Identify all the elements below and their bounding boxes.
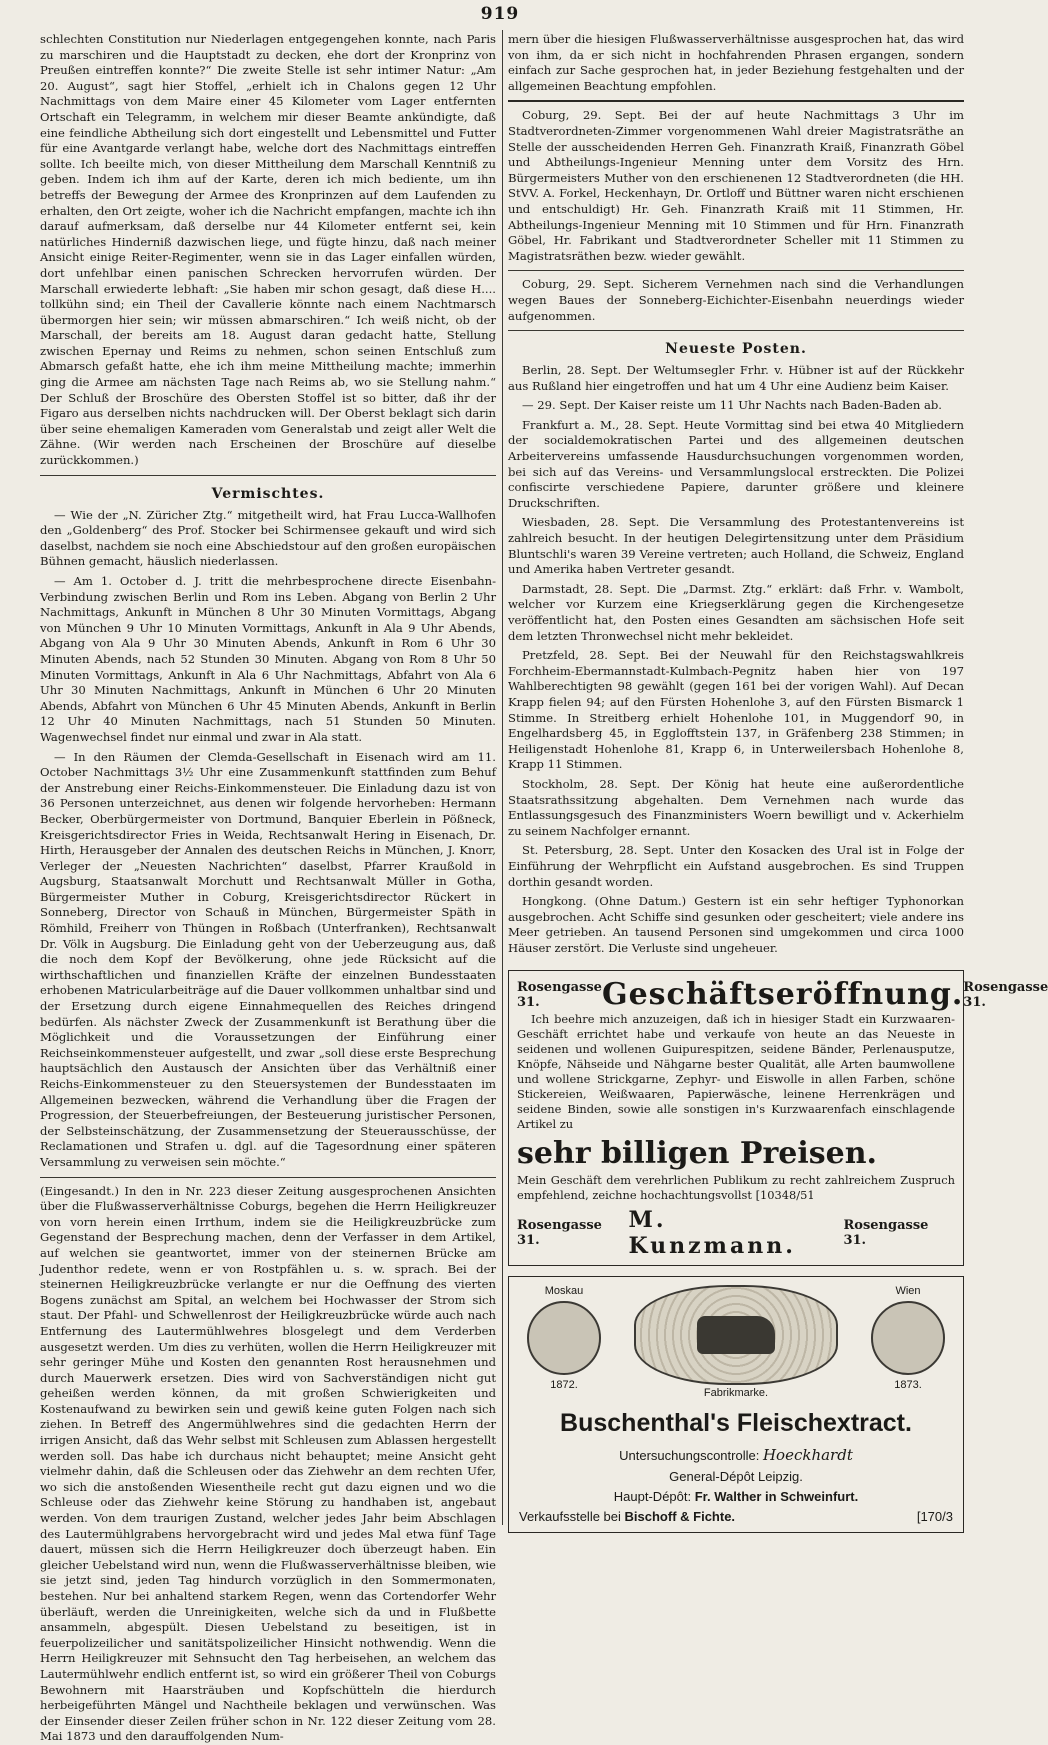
news-berlin-2: — 29. Sept. Der Kaiser reiste um 11 Uhr Nachts nach Baden-Baden ab. (522, 398, 942, 413)
medal-icon (871, 1301, 945, 1375)
ad-headline: Geschäftseröffnung. (601, 977, 964, 1013)
control-line: Untersuchungscontrolle: Hoeckhardt (619, 1446, 853, 1465)
ad-firm-name: M. Kunzmann. (628, 1207, 796, 1260)
ad-body: Ich beehre mich anzuzeigen, daß ich in hiesiger Stadt ein Kurzwaaren-Geschäft errichtet habe und verkaufe von heute an das Neueste in seidenen und wollenen Guipurespitzen, seidene Bänder, Perlenausputze, Knöpfe, Nähseide und Nähgarne bester Qualität, alle Arten baumwollene und wollene Strickgarne, Zephyr- und Eiswolle in allen Farben, schöne Stickereien, Weißwaaren, Papierwäsche, leinene Herrenkrägen und seidene Binden, sowie alle sonstigen in's Kurzwaarenfach einschlagende Artikel zu (517, 1012, 955, 1132)
divider (40, 475, 496, 476)
news-hongkong: Hongkong. (Ohne Datum.) Gestern ist ein sehr heftiger Typhonorkan ausgebrochen. Acht Schiffe sind gesunken oder gescheitert; viele andere ins Meer getrieben. An tausend Personen sind umgekommen und circa 1000 Häuser zerstört. Die Verluste sind ungeheuer. (508, 894, 964, 955)
advertisement-buschenthal (508, 1276, 964, 1533)
ad-street-right: Rosengasse 31. (963, 979, 1048, 1010)
ad-price-line: sehr billigen Preisen. (517, 1136, 877, 1172)
trademark: Fabrikmarke. (634, 1285, 838, 1399)
divider (40, 1177, 496, 1178)
page-number: 919 (480, 4, 520, 24)
ad-price-note: Mein Geschäft dem verehrlichen Publikum zu recht zahlreichem Zuspruch empfehlend, zeichne hochachtungsvollst [10348/51 (517, 1173, 955, 1203)
verkauf-line: Verkaufsstelle bei Bischoff & Fichte. [170/3 (519, 1509, 953, 1525)
news-berlin: Berlin, 28. Sept. Der Weltumsegler Frhr. v. Hübner ist auf der Rückkehr aus Rußland hier eingetroffen und hat um 4 Uhr eine Audienz beim Kaiser. (508, 363, 964, 393)
news-item-lucca: — Wie der „N. Züricher Ztg.“ mitgetheilt wird, hat Frau Lucca-Wallhofen den „Goldenberg“ des Prof. Stocker bei Schirmensee gekauft und wird sich daselbst, nachdem sie noch eine Abschiedstour auf den großen europäischen Bühnen gemacht, häuslich niederlassen. (40, 507, 496, 569)
letter-continuation: mern über die hiesigen Flußwasserverhältnisse ausgesprochen hat, das wird von ihm, da er sich nicht in hochfahrenden Phrasen ergangen, sondern einfach zur Sache gesprochen hat, in jeder Beziehung festgehalten und der allgemeinen Beachtung empfohlen. (508, 32, 964, 93)
ad-firm-street-right: Rosengasse 31. (843, 1218, 929, 1249)
divider (508, 100, 964, 102)
ad-street-left: Rosengasse 31. (517, 979, 602, 1010)
haupt-depot-line: Haupt-Dépôt: Fr. Walther in Schweinfurt. (613, 1489, 859, 1505)
news-frankfurt: Frankfurt a. M., 28. Sept. Heute Vormittag sind bei etwa 40 Mitgliedern der socialdemokratischen Partei und des allgemeinen deutschen Arbeitervereins umfassende Hausdurchsuchungen vorgenommen worden, bei sich auf das Vereins- und Versammlungslocal erstreckten. Die Polizei confiscirte verschiedene Papiere, darunter größere und kleinere Druckschriften. (508, 417, 964, 510)
advertisement-kunzmann (508, 970, 1048, 1266)
coburg-election: Coburg, 29. Sept. Bei der auf heute Nachmittags 3 Uhr im Stadtverordneten-Zimmer vorgenommenen Wahl dreier Magistratsräthe an Stelle der ausscheidenden Herren Geh. Finanzrath Kraiß, Finanzrath Göbel und Abtheilungs-Ingenieur Menning unter dem Vorsitz des Hrn. Bürgermeisters Muther von den erschienenen 12 Stadtverordneten (die HH. StVV. A. Forkel, Heckenhayn, Dr. Ortloff und Büttner waren nicht erschienen und entschuldigt) Hr. Geh. Finanzrath Kraiß mit 11 Stimmen, Hr. Abtheilungs-Ingenieur Menning mit 10 Stimmen und für Hrn. Finanzrath Göbel, Hr. Fabrikant und Stadtverordneter Scheller mit 11 Stimmen zu Magistratsräthen bezw. wieder gewählt. (508, 108, 964, 263)
news-wiesbaden: Wiesbaden, 28. Sept. Die Versammlung des Protestantenvereins ist zahlreich besucht. In der heutigen Delegirtensitzung unter dem Präsidium Bluntschli's waren 39 Vereine vertreten; auch Holland, die Schweiz, England und Amerika haben Vertreter gesandt. (508, 515, 964, 577)
divider (508, 270, 964, 271)
divider (508, 330, 964, 331)
section-title-neueste-posten: Neueste Posten. (665, 341, 807, 358)
news-pretzfeld: Pretzfeld, 28. Sept. Bei der Neuwahl für den Reichstagswahlkreis Forchheim-Ebermannstadt-Kulmbach-Pegnitz haben hier von 197 Wahlberechtigten 98 gewählt (gegen 161 bei der vorigen Wahl). Auf Decan Krapp fielen 94; auf den Fürsten Hohenlohe 3, auf den Fürsten Bismarck 1 Stimme. In Streitberg erhielt Hohenlohe 101, in Muggendorf 90, in Engelhardsberg 45, in Egglofftstein 137, in Gräfenberg 238 Stimmen; in Heiligenstadt Hohenlohe 81, Krapp 6, in Unterweilersbach Hohenlohe 8, Krapp 11 Stimmen. (508, 648, 964, 772)
eingesandt-letter: (Eingesandt.) In den in Nr. 223 dieser Zeitung ausgesprochenen Ansichten über die Flußwasserverhältnisse Coburgs, begehen die Herrn Heiligkreuzer von vorn herein einen Irrthum, indem sie die Heiligkreuzbrücke zum Gegenstand der Besprechung machen, denn der Verfasser in dem Artikel, auf welchen sie geantwortet, immer von der steinernen Brücke am Judenthor redete, wenn er von Rostpfählen u. s. w. sprach. Bei der steinernen Heiligkreuzbrücke verlangte er nur die Oeffnung des vierten Bogens zunächst am Spital, an welchem bei Hochwasser der Strom sich staut. Der Pfahl- und Schwellenrost der Heiligkreuzbrücke würde auch nach Entfernung des Lautermühlwehres blosgelegt und dem Verderben ausgesetzt werden. Um dies zu verhüten, wollen die Herrn Heiligkreuzer mit sehr geringer Mühe und Kosten den genannten Rost herausnehmen und durch Mauerwerk ersetzen. Dies wird von Sachverständigen nicht gut geheißen werden können, da mit großen Schwierigkeiten und Kostenaufwand zu bewirken sein und gewiß keine guten Folgen nach sich ziehen. In Betreff des Angermühlwehres sind die gedachten Herrn der irrigen Ansicht, daß das Wehr selbst mit Schleusen zum Ablassen hergestellt werden soll. Das habe ich durchaus nicht behauptet; meine Ansicht geht vielmehr dahin, daß die Schleusen oder das Ziehwehr an dem rechten Ufer, wo sich die anstoßenden Wiesentheile recht gut dazu eignen und wo die Schleuse oder das Ziehwehr keine Störung zu handhaben ist, angebaut werden. Von dem traurigen Zustand, welcher jedes Jahr beim Abschlagen des Lautermühlgrabens hervorgebracht wird und jedes Mal etwa fünf Tage dauert, müssen sich die Herrn Heiligkreuzer doch überzeugt haben. Ein gleicher Uebelstand wird nun, wenn die Flußwasserverhältnisse bleiben, wie sie jetzt sind, jeden Tag hindurch vorzüglich in den Sommermonaten, bestehen. Nur bei anhaltend starkem Regen, wenn das Cortendorfer Wehr überläuft, werden die Unreinigkeiten, welche sich da und in Flußbette ansammeln, abgespült. Diesen Uebelstand zu beseitigen, ist in feuerpolizeilicher und sanitätspolizeilicher Hinsicht nothwendig. Wenn die Herrn Heiligkreuzer mit Sehnsucht den Tag herbeisehen, an welchem das Lautermühlwehr endlich entfernt ist, so wird ein größerer Theil von Coburgs Bewohnern mit Haarsträuben und Kopfschütteln die hierdurch herbeigeführten Mängel und Nachtheile beklagen und verwünschen. Was der Einsender dieser Zeilen früher schon in Nr. 122 dieser Zeitung vom 28. Mai 1873 und den darauffolgenden Num- (40, 1183, 496, 1744)
column-divider (502, 30, 503, 1525)
medal-icon (527, 1301, 601, 1375)
coburg-railway: Coburg, 29. Sept. Sicherem Vernehmen nach sind die Verhandlungen wegen Baues der Sonneberg-Eichichter-Eisenbahn neuerdings wieder aufgenommen. (508, 277, 964, 323)
ad-firm-street-left: Rosengasse 31. (517, 1218, 602, 1249)
medal-moskau: Moskau 1872. (519, 1285, 609, 1391)
news-darmstadt: Darmstadt, 28. Sept. Die „Darmst. Ztg.“ erklärt: daß Frhr. v. Wambolt, welcher vor Kurzem eine Kriegserklärung gegen die Kirchengesetze veröffentlicht hat, den Posten eines Gesandten am sächsischen Hofe seit dem letzten Thronwechsel nicht mehr bekleidet. (508, 581, 964, 643)
right-column (508, 32, 1048, 1525)
news-petersburg: St. Petersburg, 28. Sept. Unter den Kosacken des Ural ist in Folge der Einführung der Wehrpflicht ein Aufstand ausgebrochen. Es sind Truppen dorthin gesandt worden. (508, 843, 964, 889)
depot-line: General-Dépôt Leipzig. (669, 1469, 803, 1485)
news-item-eisenach: — In den Räumen der Clemda-Gesellschaft in Eisenach wird am 11. October Nachmittags 3½ Uhr eine Zusammenkunft stattfinden zum Behuf der Anstrebung einer Reichs-Einkommensteuer. Die Einladung dazu ist von 36 Personen unterzeichnet, aus denen wir folgende hervorheben: Hermann Becker, Oberbürgermeister von Dortmund, Banquier Eberlein in Pößneck, Kreisgerichtsdirector Fries in Weida, Rechtsanwalt Hering in Eisenach, Dr. Hirth, Herausgeber der Annalen des deutschen Reichs in München, J. Knorr, Verleger der „Neuesten Nachrichten“ daselbst, Pfarrer Kraußold in Augsburg, Staatsanwalt Morchutt und Rechtsanwalt Müller in Gotha, Bürgermeister Muther in Coburg, Kreisgerichtsdirector Rückert in Sonneberg, Director von Schauß in München, Bürgermeister Späth in Römhild, Freiherr von Thüngen in Roßbach (Unterfranken), Rechtsanwalt Dr. Völk in Augsburg. Die Einladung geht von der Ueberzeugung aus, daß die noch dem Kopf der Bevölkerung, ohne jede Rücksicht auf die wirthschaftlichen und finanziellen Kräfte der einzelnen Bundesstaaten erhobenen Matricularbeiträge auf die Dauer vollkommen unhaltbar sind und der Ersetzung durch eigene Einnahmequellen des Reiches dringend bedürfen. Als nächster Zweck der Zusammenkunft ist Berathung über die Möglichkeit und die Voraussetzungen der Einführung einer Reichseinkommensteuer aufgestellt, und zwar „soll diese erste Besprechung hauptsächlich den Austausch der Ansichten über das Verhältniß einer Reichs-Einkommensteuer zu den Steuersystemen der Bundesstaaten im Allgemeinen bezwecken, während die Verhandlung über die Fragen der Progression, der Steuerbefreiungen, der Besteuerung juristischer Personen, der Selbsteinschätzung, der Zusammensetzung der Steuerausschüsse, der Reclamationen und Strafen u. dgl. auf die Tagesordnung einer späteren Versammlung zu verweisen sein möchte.“ (40, 749, 496, 1169)
news-stockholm: Stockholm, 28. Sept. Der König hat heute eine außerordentliche Staatsrathssitzung abgehalten. Dem Vernehmen nach wurde das Entlassungsgesuch des Finanzministers Woern bewilligt und v. Ackerhielm zu seinem Nachfolger ernannt. (508, 776, 964, 838)
stoffel-article: schlechten Constitution nur Niederlagen entgegengehen konnte, nach Paris zu marschiren und die Hauptstadt zu decken, ehe dort der Kronprinz von Preußen eintreffen konnte?“ Die zweite Stelle ist sehr intimer Natur: „Am 20. August“, sagt hier Stoffel, „erhielt ich in Chalons gegen 12 Uhr Nachmittags von dem Maire einer 45 Kilometer vom Lager entfernten Ortschaft ein Telegramm, in welchem mir dieser Beamte ankündigte, daß eine feindliche Abtheilung sich dort eingestellt und Lebensmittel und Futter für eine Avantgarde verlangt habe, welche dort des Nachmittags eintreffen sollte. Ich beeilte mich, von dieser Mittheilung dem Marschall Kenntniß zu geben. Indem ich ihm auf der Karte, deren ich mich bediente, um ihn betreffs der Bewegung der Armee des Kronprinzen auf dem Laufenden zu erhalten, den Ort zeigte, woher ich die Nachricht empfangen, machte ich ihn darauf aufmerksam, daß derselbe nur 44 Kilometer entfernt sei, kein natürliches Hinderniß dazwischen liege, und fügte hinzu, daß nach meiner Ansicht einige Reiter-Regimenter, wenn sie in das Lager einfallen würden, dort unfehlbar einen panischen Schrecken hervorrufen würden. Der Marschall erwiederte lebhaft: „Sie haben mir schon gesagt, daß diese H.... tollkühn sind; ein Theil der Cavallerie könnte nach einem Nachtmarsch übermorgen hier sein; wir müssen abmarschiren.“ Ich weiß nicht, ob der Marschall, der bereits am 18. August daran gedacht hatte, Stellung zwischen Epernay und Reims zu nehmen, schon seinen Entschluß zum Abmarsch gefaßt hatte, ehe ich ihm meine Mittheilung machte; immerhin ging die Armee am nächsten Tage nach Reims ab, wo sie Stellung nahm.“ Der Schluß der Broschüre des Obersten Stoffel ist so bitter, daß ihr der Figaro aus derselben nichts nachdrucken will. Der Oberst beklagt sich darin über seine ehemaligen Kameraden vom Generalstab und zeigt aller Welt die Zähne. (Wir werden nach Erscheinen der Broschüre auf dieselbe zurückkommen.) (40, 32, 496, 468)
ad-ref: [10348/51 (755, 1188, 815, 1203)
left-column (40, 32, 496, 1744)
medal-wien: Wien 1873. (863, 1285, 953, 1391)
brand-name: Buschenthal's Fleischextract. (560, 1409, 912, 1438)
news-item-railway: — Am 1. October d. J. tritt die mehrbesprochene directe Eisenbahn-Verbindung zwischen Berlin und Rom ins Leben. Abgang von Berlin 2 Uhr Nachmittags, Ankunft in München 8 Uhr 30 Minuten Vormittags, Abgang von München 9 Uhr 10 Minuten Vormittags, Ankunft in Ala 9 Uhr Abends, Abgang von Ala 9 Uhr 30 Minuten Abends, Ankunft in Rom 6 Uhr 30 Minuten Abends, nach 52 Stunden 30 Minuten. Abgang von Rom 8 Uhr 50 Minuten Vormittags, Ankunft in Ala 6 Uhr Nachmittags, Abfahrt von Ala 6 Uhr 30 Minuten Nachmittags, Ankunft in München 6 Uhr 20 Minuten Abends, Abfahrt von München 6 Uhr 45 Minuten Abends, Ankunft in Berlin 12 Uhr 40 Minuten Nachmittags, nach 51 Stunden 50 Minuten. Wagenwechsel findet nur einmal und zwar in Ala statt. (40, 574, 496, 744)
section-title-vermischtes: Vermischtes. (211, 485, 325, 502)
cow-trademark-icon (634, 1285, 838, 1385)
